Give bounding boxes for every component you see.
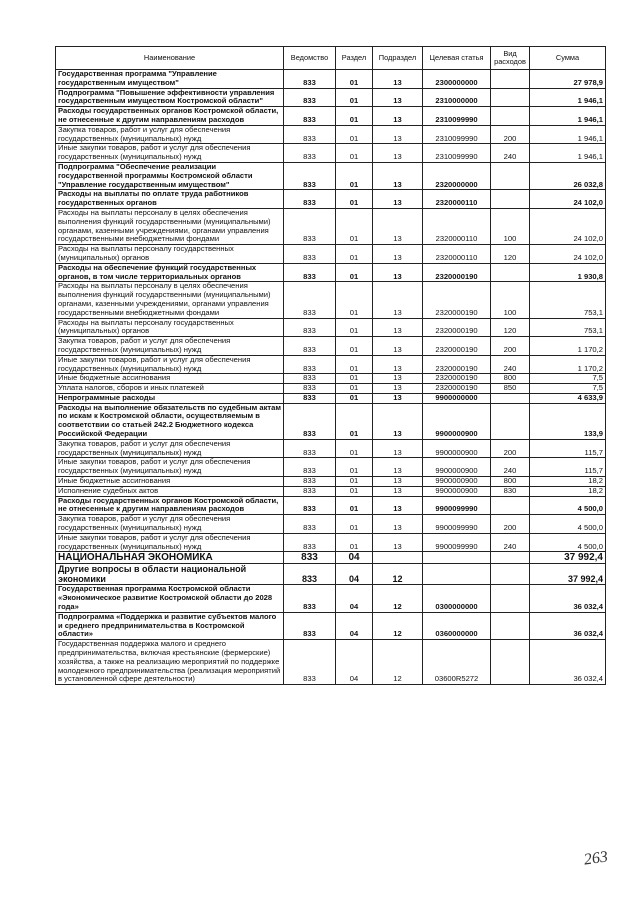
row-target-article-cell: 9900000900 xyxy=(423,486,491,496)
row-vedomstvo-cell: 833 xyxy=(284,384,336,394)
row-target-article-cell: 2320000110 xyxy=(423,190,491,209)
table-row xyxy=(56,263,606,282)
row-vedomstvo-cell: 833 xyxy=(284,533,336,552)
budget-table xyxy=(55,46,606,685)
row-podrazdel-cell: 13 xyxy=(373,208,423,244)
row-expense-type-cell xyxy=(491,393,530,403)
table-row xyxy=(56,496,606,515)
row-razdel-cell: 01 xyxy=(336,337,373,356)
row-razdel-cell: 01 xyxy=(336,263,373,282)
row-target-article-cell: 2310099990 xyxy=(423,107,491,126)
table-row xyxy=(56,125,606,144)
table-row xyxy=(56,245,606,264)
row-expense-type-cell xyxy=(491,612,530,639)
row-vedomstvo-cell: 833 xyxy=(284,374,336,384)
row-expense-type-cell: 800 xyxy=(491,477,530,487)
row-razdel-cell: 01 xyxy=(336,107,373,126)
row-target-article-cell: 0360000000 xyxy=(423,612,491,639)
header-razdel: Раздел xyxy=(336,47,373,70)
row-razdel-cell: 01 xyxy=(336,355,373,374)
table-row xyxy=(56,208,606,244)
row-expense-type-cell: 120 xyxy=(491,318,530,337)
row-name-cell: Закупка товаров, работ и услуг для обеспечения государственных (муниципальных) нужд xyxy=(56,125,284,144)
row-podrazdel-cell: 13 xyxy=(373,107,423,126)
row-expense-type-cell xyxy=(491,552,530,564)
row-name-cell: Непрограммные расходы xyxy=(56,393,284,403)
row-name-cell: Расходы на выплаты по оплате труда работников государственных органов xyxy=(56,190,284,209)
row-expense-type-cell xyxy=(491,585,530,612)
row-name-cell: Иные закупки товаров, работ и услуг для обеспечения государственных (муниципальных) нужд xyxy=(56,458,284,477)
row-razdel-cell: 04 xyxy=(336,612,373,639)
row-podrazdel-cell: 13 xyxy=(373,486,423,496)
row-razdel-cell: 01 xyxy=(336,208,373,244)
row-target-article-cell: 9900099990 xyxy=(423,515,491,534)
row-target-article-cell: 2320000190 xyxy=(423,282,491,318)
row-name-cell: Закупка товаров, работ и услуг для обеспечения государственных (муниципальных) нужд xyxy=(56,515,284,534)
row-expense-type-cell: 240 xyxy=(491,355,530,374)
row-name-cell: Другие вопросы в области национальной экономики xyxy=(56,564,284,585)
row-name-cell: Иные закупки товаров, работ и услуг для обеспечения государственных (муниципальных) нужд xyxy=(56,355,284,374)
row-target-article-cell: 2320000190 xyxy=(423,374,491,384)
row-name-cell: Иные бюджетные ассигнования xyxy=(56,374,284,384)
table-row xyxy=(56,70,606,89)
row-vedomstvo-cell: 833 xyxy=(284,107,336,126)
row-vedomstvo-cell: 833 xyxy=(284,486,336,496)
table-row xyxy=(56,564,606,585)
row-sum-cell: 1 946,1 xyxy=(530,144,606,163)
row-razdel-cell: 01 xyxy=(336,515,373,534)
row-razdel-cell: 01 xyxy=(336,245,373,264)
row-razdel-cell: 01 xyxy=(336,144,373,163)
row-target-article-cell: 2320000190 xyxy=(423,263,491,282)
row-name-cell: Закупка товаров, работ и услуг для обеспечения государственных (муниципальных) нужд xyxy=(56,337,284,356)
row-podrazdel-cell: 13 xyxy=(373,125,423,144)
row-vedomstvo-cell: 833 xyxy=(284,70,336,89)
row-target-article-cell: 2320000190 xyxy=(423,355,491,374)
row-target-article-cell: 9900000900 xyxy=(423,439,491,458)
row-sum-cell: 36 032,4 xyxy=(530,585,606,612)
row-razdel-cell: 01 xyxy=(336,533,373,552)
table-row xyxy=(56,477,606,487)
header-expense-type: Вид расходов xyxy=(491,47,530,70)
row-name-cell: Расходы на обеспечение функций государственных органов, в том числе территориальных органов xyxy=(56,263,284,282)
row-podrazdel-cell: 13 xyxy=(373,384,423,394)
row-target-article-cell: 2320000110 xyxy=(423,208,491,244)
table-row xyxy=(56,585,606,612)
table-row xyxy=(56,282,606,318)
table-row xyxy=(56,612,606,639)
row-expense-type-cell: 100 xyxy=(491,208,530,244)
row-name-cell: Подпрограмма "Повышение эффективности управления государственным имуществом Костромской области" xyxy=(56,88,284,107)
row-podrazdel-cell: 13 xyxy=(373,263,423,282)
table-row xyxy=(56,458,606,477)
row-razdel-cell: 01 xyxy=(336,486,373,496)
row-podrazdel-cell: 13 xyxy=(373,439,423,458)
table-header-row xyxy=(56,47,606,70)
row-name-cell: Иные закупки товаров, работ и услуг для обеспечения государственных (муниципальных) нужд xyxy=(56,144,284,163)
row-razdel-cell: 01 xyxy=(336,190,373,209)
row-target-article-cell: 2310099990 xyxy=(423,144,491,163)
row-razdel-cell: 01 xyxy=(336,496,373,515)
table-row xyxy=(56,190,606,209)
row-vedomstvo-cell: 833 xyxy=(284,337,336,356)
row-name-cell: Подпрограмма «Поддержка и развитие субъектов малого и среднего предпринимательства в Костромской области» xyxy=(56,612,284,639)
row-podrazdel-cell: 13 xyxy=(373,337,423,356)
row-target-article-cell: 2320000110 xyxy=(423,245,491,264)
row-sum-cell: 18,2 xyxy=(530,486,606,496)
row-vedomstvo-cell: 833 xyxy=(284,612,336,639)
table-row xyxy=(56,403,606,439)
row-sum-cell: 36 032,4 xyxy=(530,612,606,639)
row-sum-cell: 4 500,0 xyxy=(530,515,606,534)
table-body xyxy=(56,70,606,685)
row-razdel-cell: 01 xyxy=(336,125,373,144)
row-podrazdel-cell: 13 xyxy=(373,162,423,189)
handwritten-page-number: 263 xyxy=(582,848,609,869)
row-vedomstvo-cell: 833 xyxy=(284,162,336,189)
row-razdel-cell: 01 xyxy=(336,384,373,394)
row-razdel-cell: 04 xyxy=(336,640,373,685)
row-vedomstvo-cell: 833 xyxy=(284,318,336,337)
row-razdel-cell: 01 xyxy=(336,477,373,487)
row-sum-cell: 36 032,4 xyxy=(530,640,606,685)
row-sum-cell: 27 978,9 xyxy=(530,70,606,89)
row-sum-cell: 1 946,1 xyxy=(530,125,606,144)
row-target-article-cell: 9900000900 xyxy=(423,477,491,487)
row-podrazdel-cell: 13 xyxy=(373,282,423,318)
row-razdel-cell: 01 xyxy=(336,282,373,318)
row-vedomstvo-cell: 833 xyxy=(284,190,336,209)
row-podrazdel-cell: 13 xyxy=(373,403,423,439)
row-podrazdel-cell: 13 xyxy=(373,88,423,107)
row-razdel-cell: 01 xyxy=(336,162,373,189)
table-row xyxy=(56,486,606,496)
row-expense-type-cell xyxy=(491,263,530,282)
row-name-cell: Расходы на выполнение обязательств по судебным актам по искам к Костромской области, осуществляемым в соответствии со статьей 242.2 Бюджетного кодекса Российской Федерации xyxy=(56,403,284,439)
row-sum-cell: 24 102,0 xyxy=(530,208,606,244)
row-name-cell: Расходы на выплаты персоналу в целях обеспечения выполнения функций государственными (муниципальными) органами, казенными учреждениями, органами управления государственными внебюджетными фондами xyxy=(56,208,284,244)
table-row xyxy=(56,533,606,552)
row-podrazdel-cell: 12 xyxy=(373,612,423,639)
row-sum-cell: 24 102,0 xyxy=(530,190,606,209)
row-vedomstvo-cell: 833 xyxy=(284,439,336,458)
table-row xyxy=(56,107,606,126)
row-podrazdel-cell: 13 xyxy=(373,496,423,515)
table-row xyxy=(56,384,606,394)
row-sum-cell: 753,1 xyxy=(530,318,606,337)
row-sum-cell: 37 992,4 xyxy=(530,552,606,564)
row-podrazdel-cell: 13 xyxy=(373,458,423,477)
row-name-cell: Иные закупки товаров, работ и услуг для обеспечения государственных (муниципальных) нужд xyxy=(56,533,284,552)
row-podrazdel-cell: 13 xyxy=(373,374,423,384)
table-row xyxy=(56,515,606,534)
row-name-cell: Расходы на выплаты персоналу государственных (муниципальных) органов xyxy=(56,245,284,264)
row-vedomstvo-cell: 833 xyxy=(284,125,336,144)
row-sum-cell: 24 102,0 xyxy=(530,245,606,264)
table-row xyxy=(56,162,606,189)
row-podrazdel-cell: 13 xyxy=(373,190,423,209)
row-name-cell: Расходы на выплаты персоналу государственных (муниципальных) органов xyxy=(56,318,284,337)
row-expense-type-cell: 240 xyxy=(491,458,530,477)
row-name-cell: Подпрограмма "Обеспечение реализации государственной программы Костромской области "Управление государственным имуществом" xyxy=(56,162,284,189)
row-name-cell: Иные бюджетные ассигнования xyxy=(56,477,284,487)
row-podrazdel-cell: 13 xyxy=(373,393,423,403)
row-vedomstvo-cell: 833 xyxy=(284,245,336,264)
row-razdel-cell: 04 xyxy=(336,552,373,564)
row-vedomstvo-cell: 833 xyxy=(284,88,336,107)
row-podrazdel-cell: 13 xyxy=(373,477,423,487)
row-name-cell: Расходы государственных органов Костромской области, не отнесенные к другим направлениям расходов xyxy=(56,107,284,126)
row-podrazdel-cell: 12 xyxy=(373,564,423,585)
row-vedomstvo-cell: 833 xyxy=(284,208,336,244)
row-target-article-cell xyxy=(423,552,491,564)
row-expense-type-cell: 240 xyxy=(491,144,530,163)
row-sum-cell: 4 500,0 xyxy=(530,496,606,515)
row-expense-type-cell xyxy=(491,190,530,209)
row-razdel-cell: 01 xyxy=(336,70,373,89)
row-podrazdel-cell: 13 xyxy=(373,533,423,552)
row-razdel-cell: 01 xyxy=(336,88,373,107)
row-sum-cell: 753,1 xyxy=(530,282,606,318)
row-vedomstvo-cell: 833 xyxy=(284,263,336,282)
row-sum-cell: 1 946,1 xyxy=(530,107,606,126)
row-vedomstvo-cell: 833 xyxy=(284,393,336,403)
row-vedomstvo-cell: 833 xyxy=(284,458,336,477)
table-row xyxy=(56,439,606,458)
row-razdel-cell: 01 xyxy=(336,458,373,477)
row-name-cell: Закупка товаров, работ и услуг для обеспечения государственных (муниципальных) нужд xyxy=(56,439,284,458)
row-target-article-cell: 2320000190 xyxy=(423,384,491,394)
table-row xyxy=(56,374,606,384)
row-vedomstvo-cell: 833 xyxy=(284,496,336,515)
row-expense-type-cell: 200 xyxy=(491,515,530,534)
header-sum: Сумма xyxy=(530,47,606,70)
header-vedomstvo: Ведомство xyxy=(284,47,336,70)
row-expense-type-cell: 200 xyxy=(491,439,530,458)
row-podrazdel-cell: 13 xyxy=(373,355,423,374)
row-sum-cell: 1 170,2 xyxy=(530,337,606,356)
header-target-article: Целевая статья xyxy=(423,47,491,70)
row-sum-cell: 115,7 xyxy=(530,439,606,458)
row-sum-cell: 1 930,8 xyxy=(530,263,606,282)
table-row xyxy=(56,144,606,163)
row-expense-type-cell: 850 xyxy=(491,384,530,394)
budget-table-sheet xyxy=(55,46,605,685)
row-target-article-cell: 9900000900 xyxy=(423,458,491,477)
row-vedomstvo-cell: 833 xyxy=(284,355,336,374)
row-razdel-cell: 01 xyxy=(336,393,373,403)
row-sum-cell: 133,9 xyxy=(530,403,606,439)
row-podrazdel-cell: 13 xyxy=(373,318,423,337)
row-podrazdel-cell: 13 xyxy=(373,515,423,534)
row-vedomstvo-cell: 833 xyxy=(284,640,336,685)
row-target-article-cell: 03600R5272 xyxy=(423,640,491,685)
row-expense-type-cell xyxy=(491,564,530,585)
table-row xyxy=(56,318,606,337)
row-target-article-cell: 9900099990 xyxy=(423,533,491,552)
row-name-cell: Расходы на выплаты персоналу в целях обеспечения выполнения функций государственными (муниципальными) органами, казенными учреждениями, органами управления государственными внебюджетными фондами xyxy=(56,282,284,318)
row-target-article-cell: 2320000190 xyxy=(423,337,491,356)
table-row xyxy=(56,552,606,564)
row-sum-cell: 18,2 xyxy=(530,477,606,487)
row-target-article-cell: 2320000000 xyxy=(423,162,491,189)
row-name-cell: Уплата налогов, сборов и иных платежей xyxy=(56,384,284,394)
row-expense-type-cell xyxy=(491,88,530,107)
row-podrazdel-cell xyxy=(373,552,423,564)
table-row xyxy=(56,393,606,403)
row-vedomstvo-cell: 833 xyxy=(284,282,336,318)
header-name: Наименование xyxy=(56,47,284,70)
row-sum-cell: 1 170,2 xyxy=(530,355,606,374)
row-name-cell: Государственная поддержка малого и среднего предпринимательства, включая крестьянские (фермерские) хозяйства, а также на реализацию мероприятий по поддержке молодежного предпринимательства (реализация мероприятий в установленной сфере деятельности) xyxy=(56,640,284,685)
row-razdel-cell: 01 xyxy=(336,403,373,439)
row-target-article-cell: 0300000000 xyxy=(423,585,491,612)
row-target-article-cell: 9900000900 xyxy=(423,403,491,439)
row-expense-type-cell: 200 xyxy=(491,125,530,144)
table-row xyxy=(56,355,606,374)
row-expense-type-cell xyxy=(491,640,530,685)
row-name-cell: Исполнение судебных актов xyxy=(56,486,284,496)
row-expense-type-cell: 120 xyxy=(491,245,530,264)
row-razdel-cell: 01 xyxy=(336,374,373,384)
row-razdel-cell: 04 xyxy=(336,564,373,585)
row-podrazdel-cell: 13 xyxy=(373,70,423,89)
row-sum-cell: 7,5 xyxy=(530,384,606,394)
table-row xyxy=(56,88,606,107)
row-sum-cell: 1 946,1 xyxy=(530,88,606,107)
row-target-article-cell: 9900000000 xyxy=(423,393,491,403)
row-expense-type-cell: 200 xyxy=(491,337,530,356)
table-row xyxy=(56,640,606,685)
row-sum-cell: 4 500,0 xyxy=(530,533,606,552)
row-razdel-cell: 01 xyxy=(336,439,373,458)
row-target-article-cell: 2310000000 xyxy=(423,88,491,107)
row-vedomstvo-cell: 833 xyxy=(284,515,336,534)
row-expense-type-cell: 830 xyxy=(491,486,530,496)
table-row xyxy=(56,337,606,356)
row-sum-cell: 7,5 xyxy=(530,374,606,384)
row-target-article-cell: 2300000000 xyxy=(423,70,491,89)
row-vedomstvo-cell: 833 xyxy=(284,144,336,163)
row-sum-cell: 4 633,9 xyxy=(530,393,606,403)
row-expense-type-cell: 100 xyxy=(491,282,530,318)
row-name-cell: Государственная программа "Управление государственным имуществом" xyxy=(56,70,284,89)
row-expense-type-cell: 240 xyxy=(491,533,530,552)
row-razdel-cell: 04 xyxy=(336,585,373,612)
row-podrazdel-cell: 12 xyxy=(373,585,423,612)
row-target-article-cell xyxy=(423,564,491,585)
row-expense-type-cell xyxy=(491,162,530,189)
row-target-article-cell: 2320000190 xyxy=(423,318,491,337)
row-vedomstvo-cell: 833 xyxy=(284,552,336,564)
row-target-article-cell: 2310099990 xyxy=(423,125,491,144)
row-vedomstvo-cell: 833 xyxy=(284,477,336,487)
row-podrazdel-cell: 12 xyxy=(373,640,423,685)
row-vedomstvo-cell: 833 xyxy=(284,564,336,585)
row-expense-type-cell xyxy=(491,70,530,89)
row-sum-cell: 115,7 xyxy=(530,458,606,477)
row-name-cell: Расходы государственных органов Костромской области, не отнесенные к другим направлениям расходов xyxy=(56,496,284,515)
row-podrazdel-cell: 13 xyxy=(373,144,423,163)
row-sum-cell: 37 992,4 xyxy=(530,564,606,585)
row-expense-type-cell xyxy=(491,496,530,515)
row-podrazdel-cell: 13 xyxy=(373,245,423,264)
row-name-cell: НАЦИОНАЛЬНАЯ ЭКОНОМИКА xyxy=(56,552,284,564)
row-expense-type-cell: 800 xyxy=(491,374,530,384)
row-expense-type-cell xyxy=(491,107,530,126)
header-podrazdel: Подраздел xyxy=(373,47,423,70)
row-razdel-cell: 01 xyxy=(336,318,373,337)
row-sum-cell: 26 032,8 xyxy=(530,162,606,189)
row-name-cell: Государственная программа Костромской области «Экономическое развитие Костромской области до 2028 года» xyxy=(56,585,284,612)
row-vedomstvo-cell: 833 xyxy=(284,403,336,439)
row-vedomstvo-cell: 833 xyxy=(284,585,336,612)
row-expense-type-cell xyxy=(491,403,530,439)
row-target-article-cell: 9900099990 xyxy=(423,496,491,515)
